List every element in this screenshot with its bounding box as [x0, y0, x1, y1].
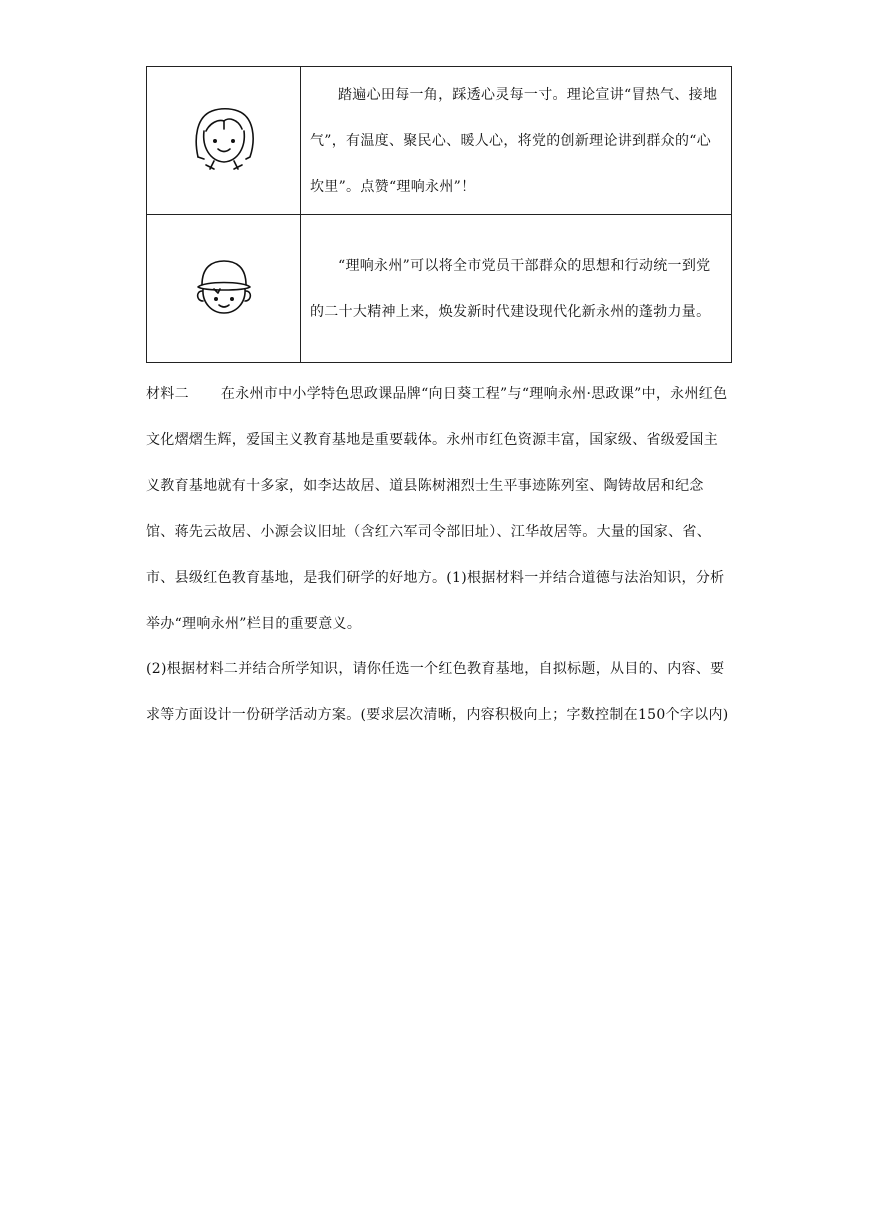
comment-table	[146, 66, 732, 363]
boy-face-icon	[184, 247, 264, 327]
material-two-paragraph	[146, 371, 732, 647]
table-row	[147, 67, 732, 215]
table-row	[147, 215, 732, 363]
comment-text-cell	[301, 215, 732, 363]
comment-text-cell	[301, 67, 732, 215]
girl-face-icon	[184, 99, 264, 179]
comment-text: 踏遍心田每一角，踩透心灵每一寸。理论宣讲“冒热气、接地气”，有温度、聚民心、暖人心，将党的创新理论讲到群众的“心坎里”。点赞“理响永州”！	[310, 86, 718, 195]
question-two-paragraph: (2)根据材料二并结合所学知识，请你任选一个红色教育基地，自拟标题，从目的、内容、要求等方面设计一份研学活动方案。(要求层次清晰，内容积极向上；字数控制在150个字以内)	[146, 661, 729, 723]
comment-text: “理响永州”可以将全市党员干部群众的思想和行动统一到党的二十大精神上来，焕发新时代建设现代化新永州的蓬勃力量。	[310, 257, 711, 320]
avatar-cell	[147, 67, 301, 215]
material-two-label: 材料二	[146, 386, 189, 402]
avatar-cell	[147, 215, 301, 363]
material-two-text: 在永州市中小学特色思政课品牌“向日葵工程”与“理响永州·思政课”中，永州红色文化熠熠生辉，爱国主义教育基地是重要载体。永州市红色资源丰富，国家级、省级爱国主义教育基地就有十多家，如李达故居、道县陈树湘烈士生平事迹陈列室、陶铸故居和纪念馆、蒋先云故居、小源会议旧址（含红六军司令部旧址）、江华故居等。大量的国家、省、市、县级红色教育基地，是我们研学的好地方。(1)根据材料一并结合道德与法治知识，分析举办“理响永州”栏目的重要意义。	[146, 386, 728, 632]
